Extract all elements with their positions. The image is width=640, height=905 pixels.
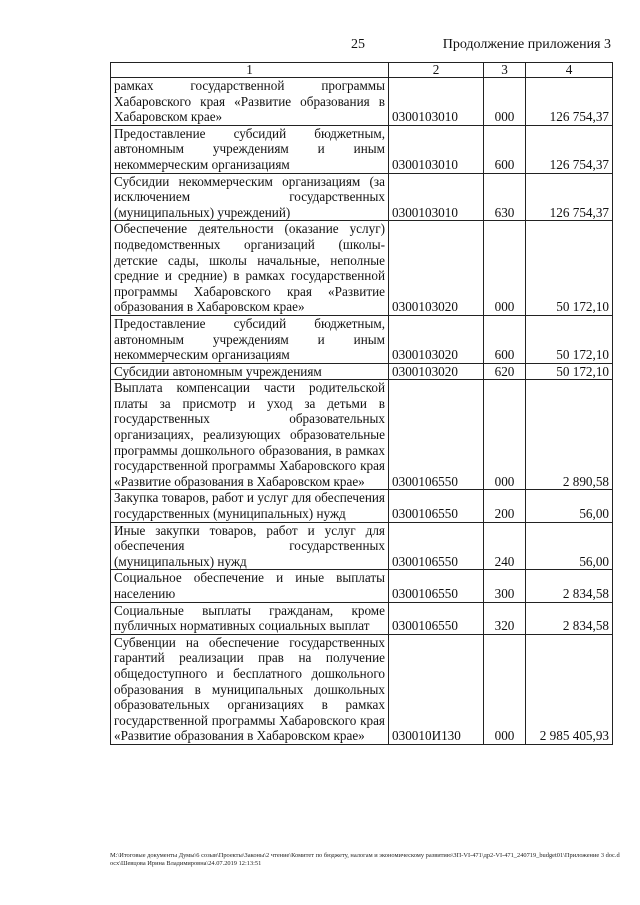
row-sum-cell: 126 754,37 bbox=[526, 78, 613, 126]
budget-table bbox=[110, 62, 613, 745]
row-name-cell: Социальное обеспечение и иные выплаты населению bbox=[111, 570, 389, 602]
row-code-cell: 0300106550 bbox=[389, 570, 484, 602]
row-sum-cell: 56,00 bbox=[526, 522, 613, 570]
row-name-cell: Предоставление субсидий бюджетным, автономным учреждениям и иным некоммерческим организациям bbox=[111, 125, 389, 173]
table-row bbox=[111, 78, 613, 126]
page-number: 25 bbox=[351, 37, 365, 52]
row-vr-cell: 000 bbox=[484, 78, 526, 126]
row-sum-cell: 126 754,37 bbox=[526, 173, 613, 221]
row-vr-cell: 620 bbox=[484, 363, 526, 380]
table-row bbox=[111, 380, 613, 490]
table-row bbox=[111, 522, 613, 570]
row-sum-cell: 126 754,37 bbox=[526, 125, 613, 173]
row-code-cell: 0300106550 bbox=[389, 380, 484, 490]
table-row bbox=[111, 363, 613, 380]
row-code-cell: 0300103020 bbox=[389, 221, 484, 316]
row-code-cell: 0300103020 bbox=[389, 315, 484, 363]
continuation-label: Продолжение приложения 3 bbox=[442, 37, 611, 52]
row-vr-cell: 630 bbox=[484, 173, 526, 221]
table-row bbox=[111, 315, 613, 363]
row-code-cell: 0300103010 bbox=[389, 78, 484, 126]
row-sum-cell: 56,00 bbox=[526, 490, 613, 522]
table-row bbox=[111, 125, 613, 173]
row-sum-cell: 2 834,58 bbox=[526, 602, 613, 634]
row-vr-cell: 300 bbox=[484, 570, 526, 602]
row-vr-cell: 000 bbox=[484, 221, 526, 316]
row-name-cell: Предоставление субсидий бюджетным, автономным учреждениям и иным некоммерческим организациям bbox=[111, 315, 389, 363]
row-code-cell: 0300103010 bbox=[389, 173, 484, 221]
row-name-cell: Закупка товаров, работ и услуг для обеспечения государственных (муниципальных) нужд bbox=[111, 490, 389, 522]
row-name-cell: Субсидии некоммерческим организациям (за исключением государственных (муниципальных) учреждений) bbox=[111, 173, 389, 221]
row-sum-cell: 50 172,10 bbox=[526, 221, 613, 316]
row-sum-cell: 2 834,58 bbox=[526, 570, 613, 602]
column-number-4: 4 bbox=[526, 63, 613, 78]
document-path-footer: M:\Итоговые документы Думы\6 созыв\Проекты\Законы\2 чтение\Комитет по бюджету, налогам и экономическому развитию\ЗП-VI-471\др2-VI-471_240719_budget01\Приложение 3 doc.docx\Шевцова Ирина Владимировна\24.07.2019 12:13:51 bbox=[110, 852, 620, 867]
row-vr-cell: 600 bbox=[484, 125, 526, 173]
column-number-1: 1 bbox=[111, 63, 389, 78]
row-name-cell: Социальные выплаты гражданам, кроме публичных нормативных социальных выплат bbox=[111, 602, 389, 634]
table-row bbox=[111, 570, 613, 602]
row-code-cell: 0300103010 bbox=[389, 125, 484, 173]
row-code-cell: 0300106550 bbox=[389, 602, 484, 634]
row-vr-cell: 200 bbox=[484, 490, 526, 522]
row-code-cell: 0300103020 bbox=[389, 363, 484, 380]
column-number-2: 2 bbox=[389, 63, 484, 78]
row-vr-cell: 600 bbox=[484, 315, 526, 363]
row-sum-cell: 2 890,58 bbox=[526, 380, 613, 490]
table-row bbox=[111, 490, 613, 522]
row-name-cell: Выплата компенсации части родительской платы за присмотр и уход за детьми в государственных образовательных организациях, реализующих образовательные программы дошкольного образования, в рамках государственной программы Хабаровского края «Развитие образования в Хабаровском крае» bbox=[111, 380, 389, 490]
row-sum-cell: 50 172,10 bbox=[526, 363, 613, 380]
table-row bbox=[111, 602, 613, 634]
row-name-cell: Субсидии автономным учреждениям bbox=[111, 363, 389, 380]
row-vr-cell: 000 bbox=[484, 380, 526, 490]
row-code-cell: 0300106550 bbox=[389, 490, 484, 522]
row-sum-cell: 50 172,10 bbox=[526, 315, 613, 363]
row-vr-cell: 240 bbox=[484, 522, 526, 570]
row-name-cell: Обеспечение деятельности (оказание услуг) подведомственных организаций (школы-детские сады, школы начальные, неполные средние и средние) в рамках государственной программы Хабаровского края «Развитие образования в Хабаровском крае» bbox=[111, 221, 389, 316]
row-code-cell: 030010И130 bbox=[389, 634, 484, 744]
row-vr-cell: 000 bbox=[484, 634, 526, 744]
row-name-cell: рамках государственной программы Хабаровского края «Развитие образования в Хабаровском крае» bbox=[111, 78, 389, 126]
row-sum-cell: 2 985 405,93 bbox=[526, 634, 613, 744]
table-row bbox=[111, 221, 613, 316]
row-name-cell: Субвенции на обеспечение государственных гарантий реализации прав на получение общедоступного и бесплатного дошкольного образования в муниципальных дошкольных образовательных организациях в рамках государственной программы Хабаровского края «Развитие образования в Хабаровском крае» bbox=[111, 634, 389, 744]
column-number-row bbox=[111, 63, 613, 78]
row-code-cell: 0300106550 bbox=[389, 522, 484, 570]
row-name-cell: Иные закупки товаров, работ и услуг для обеспечения государственных (муниципальных) нужд bbox=[111, 522, 389, 570]
column-number-3: 3 bbox=[484, 63, 526, 78]
table-row bbox=[111, 634, 613, 744]
row-vr-cell: 320 bbox=[484, 602, 526, 634]
table-row bbox=[111, 173, 613, 221]
